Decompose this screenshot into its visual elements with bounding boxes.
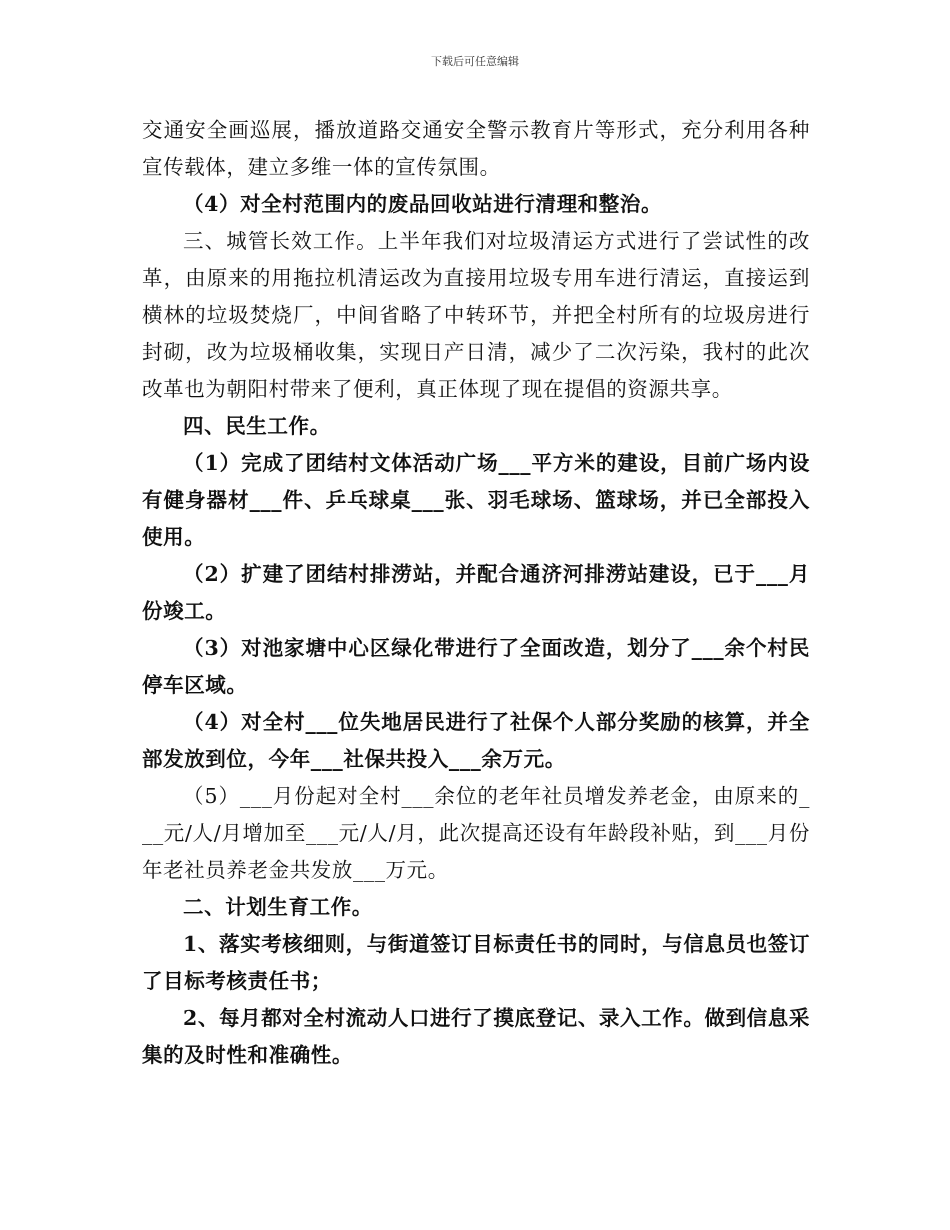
paragraph-10: 二、计划生育工作。: [183, 895, 373, 919]
paragraph-6: （2）扩建了团结村排涝站，并配合通济河排涝站建设，已于___月份竣工。: [142, 562, 810, 623]
paragraph-2: （4）对全村范围内的废品回收站进行清理和整治。: [183, 192, 663, 216]
paragraph-4: 四、民生工作。: [183, 414, 331, 438]
paragraph-9: （5）___月份起对全村___余位的老年社员增发养老金，由原来的___元/人/月增加至___元/人/月，此次提高还设有年龄段补贴，到___月份年老社员养老金共发放___万元。: [142, 784, 810, 882]
document-body: [142, 112, 810, 1074]
paragraph-12: 2、每月都对全村流动人口进行了摸底登记、录入工作。做到信息采集的及时性和准确性。: [142, 1006, 810, 1067]
paragraph-3: 三、城管长效工作。上半年我们对垃圾清运方式进行了尝试性的改革，由原来的用拖拉机清运改为直接用垃圾专用车进行清运，直接运到横林的垃圾焚烧厂，中间省略了中转环节，并把全村所有的垃圾房进行封砌，改为垃圾桶收集，实现日产日清，减少了二次污染，我村的此次改革也为朝阳村带来了便利，真正体现了现在提倡的资源共享。: [142, 229, 810, 401]
paragraph-5: （1）完成了团结村文体活动广场___平方米的建设，目前广场内设有健身器材___件、乒乓球桌___张、羽毛球场、篮球场，并已全部投入使用。: [142, 451, 810, 549]
paragraph-7: （3）对池家塘中心区绿化带进行了全面改造，划分了___余个村民停车区域。: [142, 636, 810, 697]
paragraph-1: 交通安全画巡展，播放道路交通安全警示教育片等形式，充分利用各种宣传载体，建立多维一体的宣传氛围。: [142, 118, 810, 179]
paragraph-8: （4）对全村___位失地居民进行了社保个人部分奖励的核算，并全部发放到位，今年___社保共投入___余万元。: [142, 710, 810, 771]
paragraph-11: 1、落实考核细则，与街道签订目标责任书的同时，与信息员也签订了目标考核责任书；: [142, 932, 810, 993]
page-header: 下载后可任意编辑: [431, 55, 519, 68]
